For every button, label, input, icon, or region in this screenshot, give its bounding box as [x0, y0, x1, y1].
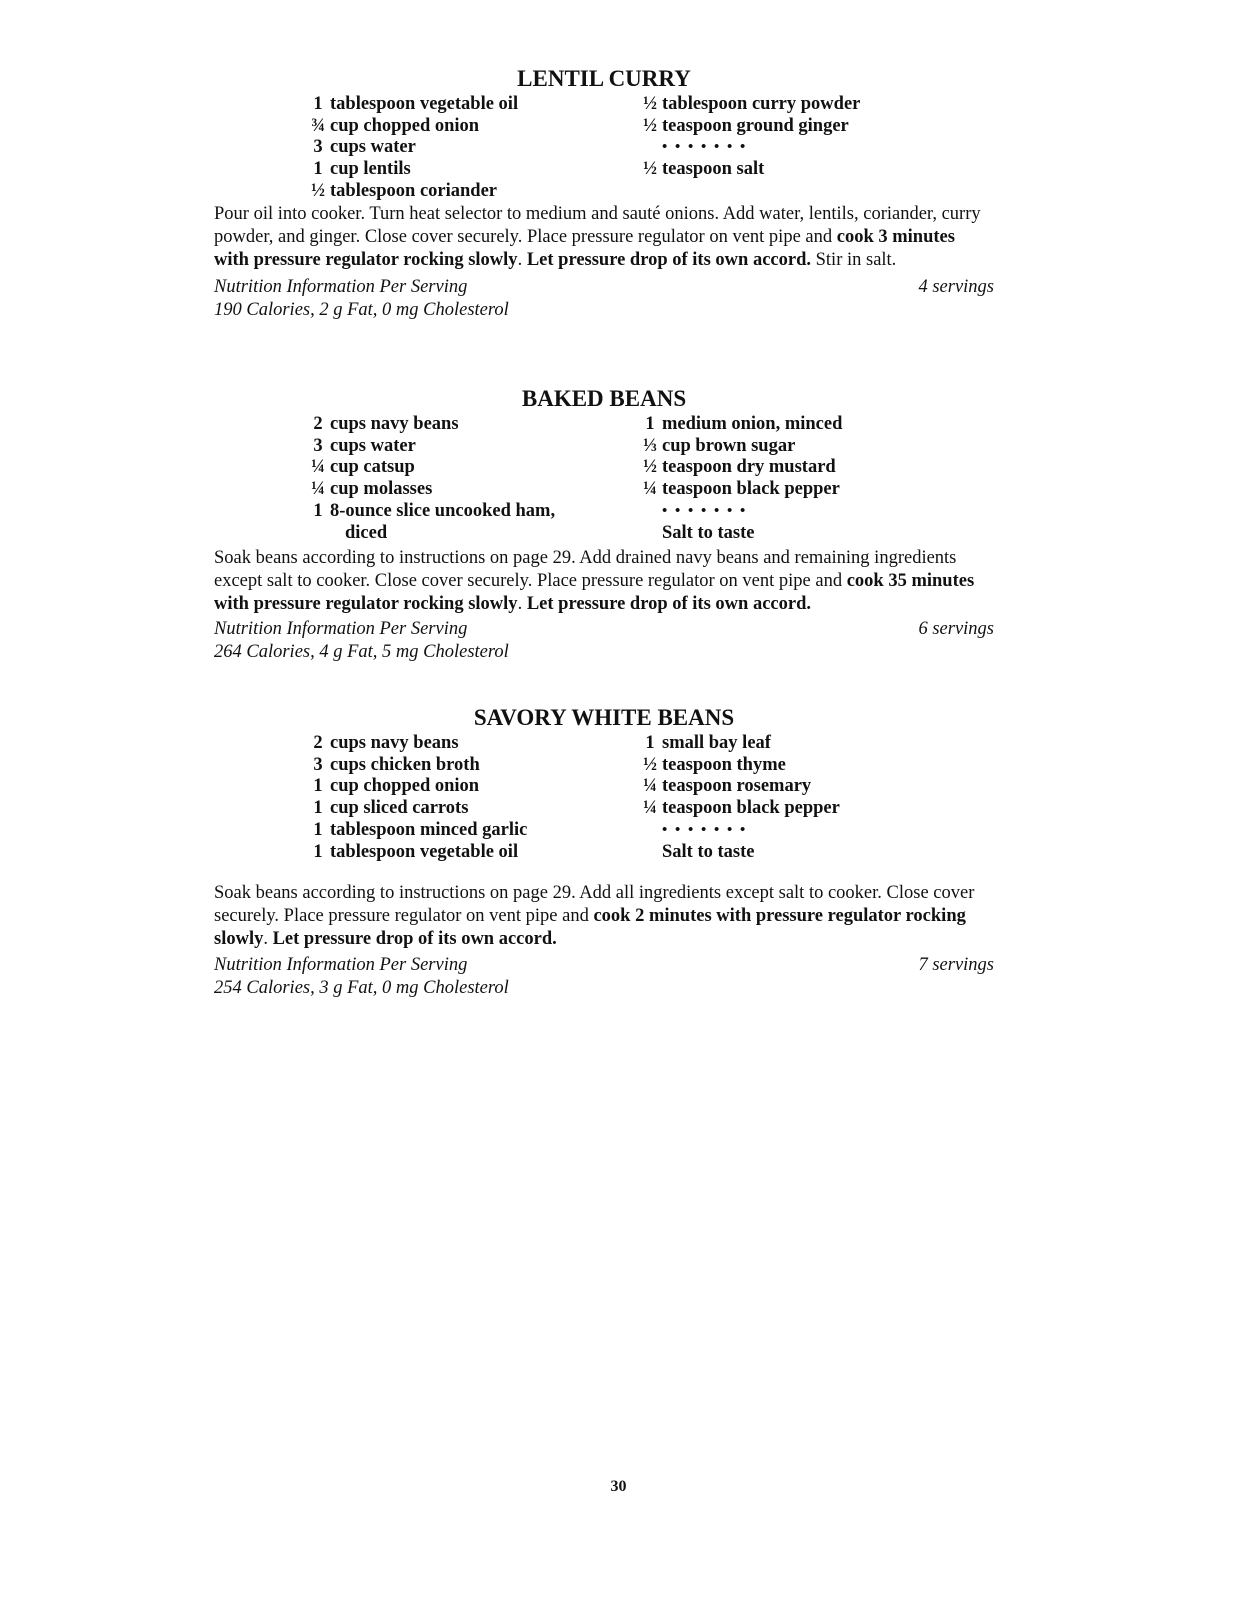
ingredient-text: teaspoon ground ginger — [662, 115, 849, 136]
ingredient-quantity: ⅓ — [643, 435, 657, 456]
ingredient-text: cup catsup — [330, 457, 415, 478]
ingredient-text: teaspoon rosemary — [662, 776, 812, 797]
ingredient-item — [638, 798, 840, 820]
ingredient-item — [638, 523, 842, 545]
nutrition-label: Nutrition Information Per Serving — [214, 619, 468, 639]
ingredient-text: small bay leaf — [662, 733, 771, 753]
recipe-title: SAVORY WHITE BEANS — [473, 705, 735, 730]
ingredient-text: cup brown sugar — [662, 435, 796, 456]
ingredient-quantity: ½ — [311, 180, 325, 201]
ingredient-item — [638, 457, 842, 479]
instructions — [214, 203, 994, 272]
ingredient-quantity — [638, 501, 662, 523]
nutrition-values: 264 Calories, 4 g Fat, 5 mg Cholesterol — [214, 642, 509, 662]
ingredient-item — [306, 457, 555, 479]
instructions — [214, 882, 984, 951]
ingredient-quantity: 1 — [313, 159, 323, 180]
separator-dots: • • • • • • • — [662, 502, 748, 519]
ingredient-text: diced — [345, 522, 388, 543]
instruction-text: Soak beans according to instructions on page 29. Add drained navy beans and remaining ingredients except salt to cooker. Close cover securely. Place pressure regulator on vent pipe and — [214, 548, 957, 591]
instruction-text: . — [263, 929, 273, 949]
ingredient-quantity: ¼ — [311, 457, 325, 478]
ingredient-quantity: ¾ — [311, 115, 325, 136]
recipe-lentil-curry — [214, 64, 994, 322]
nutrition-values: 254 Calories, 3 g Fat, 0 mg Cholesterol — [214, 978, 509, 998]
ingredient-quantity: 2 — [313, 733, 323, 753]
ingredient-item — [638, 116, 860, 138]
page-number: 30 — [610, 1478, 627, 1495]
instructions — [214, 547, 1004, 616]
instruction-text: . — [517, 594, 527, 614]
instruction-emphasis: Let pressure drop of its own accord. — [526, 594, 811, 614]
ingredient-text: Salt to taste — [662, 522, 755, 543]
ingredients-right — [638, 94, 860, 181]
ingredient-text: cup chopped onion — [330, 776, 480, 797]
ingredient-item — [638, 755, 840, 777]
ingredient-item — [306, 94, 518, 116]
ingredient-item — [638, 820, 840, 842]
ingredient-text: cup chopped onion — [330, 115, 480, 136]
ingredient-text: teaspoon black pepper — [662, 479, 840, 500]
ingredient-quantity: ¼ — [643, 798, 657, 819]
ingredient-quantity: 1 — [313, 841, 323, 862]
ingredient-item — [306, 436, 555, 458]
ingredient-text: cups navy beans — [330, 414, 459, 434]
ingredient-item — [306, 159, 518, 181]
nutrition-info — [214, 276, 994, 322]
ingredient-text: cup sliced carrots — [330, 798, 469, 819]
ingredient-text: tablespoon curry powder — [662, 94, 861, 114]
ingredient-item — [638, 436, 842, 458]
ingredient-item — [306, 798, 527, 820]
ingredient-quantity: 1 — [645, 733, 655, 753]
ingredient-text: teaspoon thyme — [662, 754, 786, 775]
ingredient-quantity: ½ — [643, 159, 657, 180]
ingredient-item — [638, 94, 860, 116]
ingredient-quantity: ½ — [643, 115, 657, 136]
separator-dots: • • • • • • • — [662, 821, 748, 838]
ingredient-quantity — [638, 842, 662, 864]
ingredient-quantity — [306, 523, 330, 545]
ingredient-item — [638, 159, 860, 181]
ingredient-item — [638, 776, 840, 798]
ingredient-quantity — [638, 820, 662, 842]
ingredient-text: teaspoon salt — [662, 159, 765, 180]
nutrition-label: Nutrition Information Per Serving — [214, 277, 468, 297]
instruction-text: Stir in salt. — [811, 250, 897, 270]
ingredient-item — [306, 842, 527, 864]
nutrition-values: 190 Calories, 2 g Fat, 0 mg Cholesterol — [214, 300, 509, 320]
ingredient-quantity: 3 — [313, 137, 323, 158]
ingredients-right — [638, 733, 840, 863]
ingredient-text: tablespoon minced garlic — [330, 819, 528, 840]
ingredient-text: 8-ounce slice uncooked ham, — [330, 500, 556, 521]
ingredient-quantity: 3 — [313, 435, 323, 456]
instruction-text: Pour oil into cooker. Turn heat selector to medium and sauté onions. Add water, lentils, coriander, curry powder, and ginger. Close cover securely. Place pressure regulator on vent pipe and — [214, 204, 981, 247]
ingredient-quantity: 1 — [313, 500, 323, 521]
ingredient-item — [306, 116, 518, 138]
instruction-text: Soak beans according to instructions on page 29. Add all ingredients except salt to cooker. Close cover securely. Place pressure regulator on vent pipe and — [214, 883, 975, 926]
nutrition-info — [214, 618, 994, 664]
ingredient-item — [306, 181, 518, 203]
ingredient-quantity: 1 — [313, 94, 323, 114]
ingredient-item — [638, 479, 842, 501]
ingredients-left — [306, 414, 555, 544]
ingredient-text: cups water — [330, 435, 416, 456]
servings: 7 servings — [918, 955, 994, 975]
ingredient-quantity: 1 — [645, 414, 655, 434]
separator-dots: • • • • • • • — [662, 139, 748, 156]
ingredient-quantity: ¼ — [311, 479, 325, 500]
ingredient-quantity: 1 — [313, 819, 323, 840]
ingredient-quantity: ½ — [643, 754, 657, 775]
ingredient-item — [306, 479, 555, 501]
nutrition-info — [214, 954, 994, 1000]
ingredients-left — [306, 94, 518, 203]
ingredient-item — [638, 137, 860, 159]
ingredient-item — [638, 414, 842, 436]
ingredient-item — [306, 137, 518, 159]
ingredient-item — [638, 842, 840, 864]
ingredient-quantity: 1 — [313, 798, 323, 819]
ingredient-text: tablespoon vegetable oil — [330, 841, 519, 862]
ingredient-quantity: 2 — [313, 414, 323, 434]
ingredient-text: cup lentils — [330, 159, 411, 180]
recipe-savory-white-beans — [214, 703, 994, 1000]
ingredient-quantity: ½ — [643, 457, 657, 478]
ingredient-item — [638, 501, 842, 523]
recipe-title: LENTIL CURRY — [517, 66, 691, 91]
ingredients-left — [306, 733, 527, 863]
ingredient-quantity — [638, 523, 662, 545]
servings: 6 servings — [918, 619, 994, 639]
ingredient-item — [306, 755, 527, 777]
recipe-baked-beans — [214, 384, 994, 664]
recipe-title: BAKED BEANS — [521, 386, 687, 411]
ingredient-item — [306, 776, 527, 798]
servings: 4 servings — [918, 277, 994, 297]
instruction-text: . — [517, 250, 527, 270]
ingredient-text: tablespoon vegetable oil — [330, 94, 519, 114]
ingredient-quantity: ½ — [643, 94, 657, 114]
ingredient-text: teaspoon dry mustard — [662, 457, 836, 478]
instruction-emphasis: Let pressure drop of its own accord. — [526, 250, 811, 270]
nutrition-label: Nutrition Information Per Serving — [214, 955, 468, 975]
ingredient-quantity: ¼ — [643, 479, 657, 500]
ingredient-quantity: ¼ — [643, 776, 657, 797]
ingredient-text: cups chicken broth — [330, 754, 480, 775]
ingredient-quantity: 1 — [313, 776, 323, 797]
ingredient-item — [306, 414, 555, 436]
instruction-emphasis: cook 35 minutes with pressure regulator rocking slowly — [214, 571, 975, 614]
ingredient-item — [306, 733, 527, 755]
ingredient-item — [638, 733, 840, 755]
ingredient-text: cup molasses — [330, 479, 433, 500]
instruction-emphasis: cook 3 minutes with pressure regulator rocking slowly — [214, 227, 955, 270]
ingredient-item — [306, 820, 527, 842]
ingredient-quantity: 3 — [313, 754, 323, 775]
ingredient-quantity — [638, 137, 662, 159]
instruction-emphasis: cook 2 minutes with pressure regulator rocking slowly — [214, 906, 966, 949]
ingredient-item — [306, 523, 555, 545]
ingredients-right — [638, 414, 842, 544]
instruction-emphasis: Let pressure drop of its own accord. — [272, 929, 557, 949]
ingredient-text: cups water — [330, 137, 416, 158]
ingredient-item — [306, 501, 555, 523]
ingredient-text: tablespoon coriander — [330, 180, 498, 201]
ingredient-text: cups navy beans — [330, 733, 459, 753]
ingredient-text: Salt to taste — [662, 841, 755, 862]
ingredient-text: medium onion, minced — [662, 414, 843, 434]
ingredient-text: teaspoon black pepper — [662, 798, 840, 819]
